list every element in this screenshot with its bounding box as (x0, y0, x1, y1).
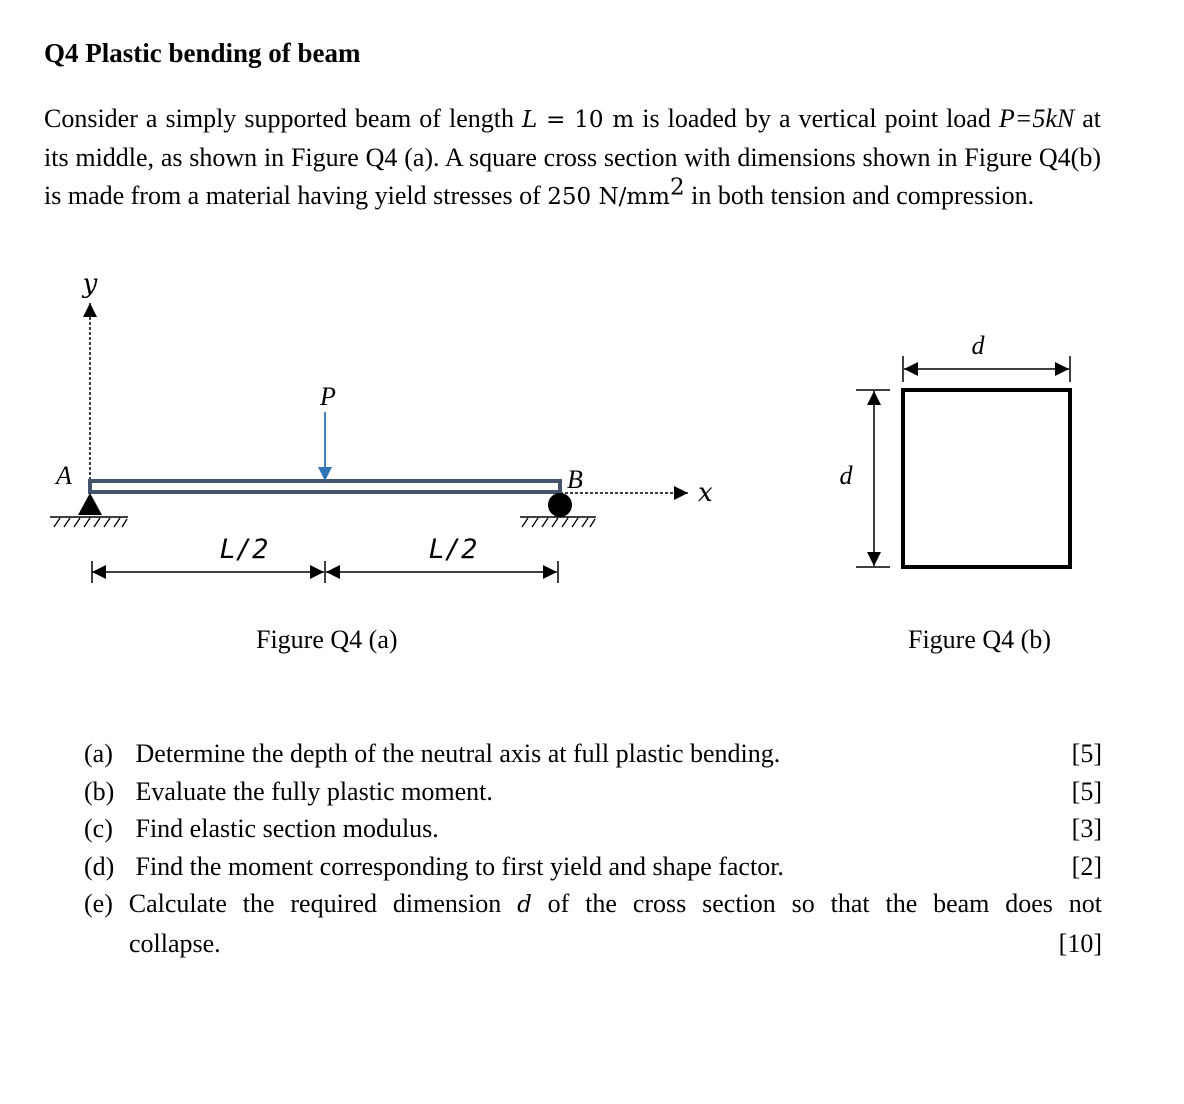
question-e-marks: [10] (1058, 928, 1102, 958)
question-heading: Q4 Plastic bending of beam (44, 38, 361, 68)
length-equation: = 10 m (537, 107, 635, 133)
question-b-body: Evaluate the fully plastic moment. (135, 776, 493, 806)
question-d-body: Find the moment corresponding to first yield and shape factor. (135, 851, 784, 881)
intro-part1: Consider a simply supported beam of length (44, 104, 522, 133)
yield-stress: 250 N/mm (547, 184, 670, 210)
question-d (84, 848, 1102, 886)
beam (90, 481, 560, 492)
pin-support (50, 493, 128, 527)
question-e-line2 (84, 925, 1102, 963)
question-e-var: d (517, 892, 532, 918)
yield-stress-exponent: 2 (669, 174, 685, 201)
width-label: d (971, 331, 985, 360)
question-c-text (84, 810, 439, 848)
figure-a-caption: Figure Q4 (a) (256, 625, 398, 654)
problem-statement (44, 100, 1101, 216)
point-load-label: P (320, 382, 336, 411)
question-e-text-before: Calculate the required dimension (128, 889, 518, 918)
question-a-text (84, 735, 780, 773)
question-b-label: (b) (84, 776, 115, 806)
question-c-label: (c) (84, 814, 113, 843)
question-list (84, 735, 1102, 962)
intro-part4: in both tension and compression. (684, 181, 1035, 210)
question-c-marks: [3] (1071, 814, 1102, 843)
y-axis-label: y (82, 269, 98, 299)
span-right-label: L/2 (428, 534, 478, 565)
figures (0, 260, 1184, 590)
question-e-text-cont: collapse. (129, 928, 221, 958)
question-e (84, 885, 1102, 962)
question-d-label: (d) (84, 851, 115, 881)
support-a-label: A (56, 461, 72, 490)
intro-part2: is loaded by a vertical point load (634, 104, 999, 133)
question-d-text (84, 848, 784, 886)
height-label: d (839, 461, 853, 490)
question-e-label: (e) (84, 889, 113, 918)
x-axis-label: x (698, 478, 713, 508)
figure-a (50, 269, 713, 583)
question-d-marks: [2] (1071, 851, 1102, 881)
question-a-body: Determine the depth of the neutral axis at full plastic bending. (135, 739, 781, 768)
intro-part3: at its middle, as shown in Figure Q4 (a). A square cross section with dimensions shown in Figure Q4(b) is made from a material having yield stresses of (44, 104, 1102, 210)
question-a-label: (a) (84, 739, 113, 768)
figure-b (840, 331, 1071, 567)
support-b-label: B (567, 465, 583, 494)
roller-support (520, 493, 596, 527)
square-cross-section (903, 390, 1070, 567)
question-c (84, 810, 1102, 848)
question-e-text-after: of the cross section so that the beam does not (531, 889, 1103, 918)
figure-b-caption: Figure Q4 (b) (908, 625, 1051, 654)
span-dimension (92, 561, 558, 583)
span-left-label: L/2 (219, 534, 269, 565)
question-e-line1 (84, 885, 1102, 925)
question-b-marks: [5] (1071, 776, 1102, 806)
question-b-text (84, 773, 493, 811)
question-a (84, 735, 1102, 773)
question-a-marks: [5] (1071, 739, 1102, 768)
length-variable: L (522, 107, 538, 133)
question-c-body: Find elastic section modulus. (135, 814, 439, 843)
load-value: P=5kN (998, 104, 1075, 133)
question-b (84, 773, 1102, 811)
